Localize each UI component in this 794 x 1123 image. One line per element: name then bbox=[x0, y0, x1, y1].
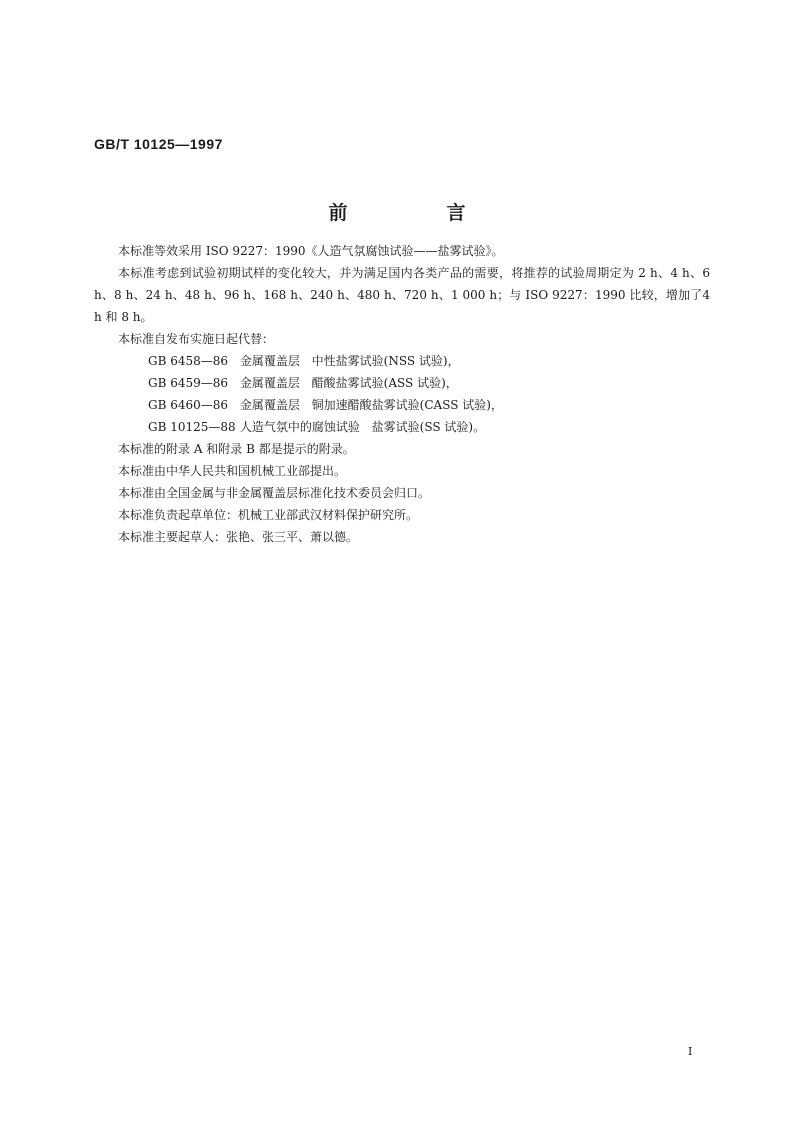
standard-number: GB/T 10125—1997 bbox=[94, 136, 223, 152]
paragraph-appendices: 本标准的附录 A 和附录 B 都是提示的附录。 bbox=[118, 442, 355, 456]
replaced-standard-group: 金属覆盖层 bbox=[239, 354, 300, 368]
replaced-standard-title: 盐雾试验(SS 试验)。 bbox=[371, 420, 486, 434]
paragraph-managed-by: 本标准由全国金属与非金属覆盖层标准化技术委员会归口。 bbox=[118, 486, 431, 500]
replaced-standard-group: 金属覆盖层 bbox=[239, 398, 300, 412]
replaced-standard-code: GB 10125—88 bbox=[148, 420, 236, 434]
replaced-standard-item bbox=[94, 372, 710, 394]
replaced-standard-item bbox=[94, 416, 710, 438]
replaced-standard-group: 金属覆盖层 bbox=[239, 376, 300, 390]
paragraph-proposed-by: 本标准由中华人民共和国机械工业部提出。 bbox=[118, 464, 347, 478]
page-number: I bbox=[688, 1045, 693, 1058]
paragraph-test-periods: 本标准考虑到试验初期试样的变化较大，并为满足国内各类产品的需要，将推荐的试验周期定为 2 h、4 h、6 h、8 h、24 h、48 h、96 h、168 h、240 h、480 h、720 h、1 000 h；与 ISO 9227：1990 比较，增加了4 h 和 8 h。 bbox=[94, 266, 710, 324]
replaced-standard-title: 醋酸盐雾试验(ASS 试验)， bbox=[311, 376, 458, 390]
paragraph-drafters: 本标准主要起草人：张艳、张三平、萧以德。 bbox=[118, 530, 359, 544]
paragraph-drafting-unit: 本标准负责起草单位：机械工业部武汉材料保护研究所。 bbox=[118, 508, 419, 522]
replaced-standard-title: 中性盐雾试验(NSS 试验)， bbox=[311, 354, 460, 368]
page-title: 前 言 bbox=[328, 202, 506, 224]
replaced-standard-code: GB 6460—86 bbox=[148, 398, 229, 412]
replaced-standard-item bbox=[94, 394, 710, 416]
paragraph-equivalence: 本标准等效采用 ISO 9227：1990《人造气氛腐蚀试验——盐雾试验》。 bbox=[118, 244, 504, 258]
replaced-standard-title: 铜加速醋酸盐雾试验(CASS 试验)， bbox=[311, 398, 503, 412]
replaced-standard-code: GB 6458—86 bbox=[148, 354, 229, 368]
replaced-standard-item bbox=[94, 350, 710, 372]
replaced-standard-group: 人造气氛中的腐蚀试验 bbox=[239, 420, 360, 434]
document-body bbox=[94, 240, 710, 548]
paragraph-replaces: 本标准自发布实施日起代替： bbox=[118, 332, 275, 346]
replaced-standard-code: GB 6459—86 bbox=[148, 376, 229, 390]
